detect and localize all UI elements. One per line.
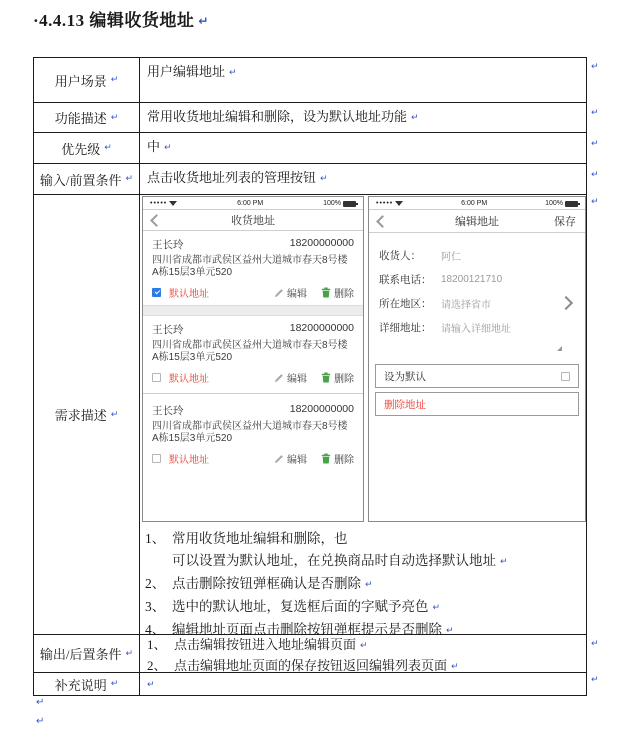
requirement-item <box>145 596 582 619</box>
item-text-inner: 点击删除按钮弹框确认是否删除 <box>172 576 361 591</box>
signal-indicator <box>376 200 403 207</box>
row-end-mark: ↵ <box>591 108 599 118</box>
page-title-text: ·4.4.13 编辑收货地址 <box>33 11 195 30</box>
field-label: 所在地区： <box>379 297 432 310</box>
item-number: 2、 <box>145 576 166 591</box>
row-label-requirement-desc <box>34 195 140 634</box>
recipient-name: 王长玲 <box>152 239 184 251</box>
back-chevron-icon[interactable] <box>150 214 163 227</box>
trash-icon <box>321 453 331 464</box>
item-text-inner: 点击编辑按钮进入地址编辑页面 <box>174 637 357 652</box>
signal-dots: ••••• <box>376 200 394 207</box>
paragraph-mark: ↵ <box>229 68 237 78</box>
requirement-list <box>145 528 582 642</box>
field-placeholder: 请输入详细地址 <box>441 323 511 335</box>
paragraph-mark: ↵ <box>446 626 454 636</box>
item-number: 1、 <box>145 531 166 546</box>
recipient-address: 四川省成都市武侯区益州大道城市春天8号楼A栋15层3单元520 <box>152 255 348 278</box>
requirement-item <box>145 528 582 550</box>
status-time: 6:00 PM <box>237 200 264 207</box>
signal-indicator <box>150 200 177 207</box>
row-label-priority <box>34 133 140 163</box>
recipient-phone: 18200000000 <box>289 403 354 415</box>
item-number: 4、 <box>145 622 166 637</box>
row-end-mark: ↵ <box>591 197 599 207</box>
requirements-table <box>33 57 587 696</box>
table-row <box>34 635 586 673</box>
table-row <box>34 164 586 195</box>
detail-address-field[interactable] <box>379 315 575 339</box>
row-end-mark: ↵ <box>591 675 599 685</box>
pencil-icon <box>274 373 284 383</box>
card-actions <box>152 451 354 466</box>
screen-title: 编辑地址 <box>455 216 499 228</box>
edit-address-screenshot <box>368 196 586 522</box>
row-content-supplementary <box>140 673 586 695</box>
edit-button[interactable] <box>274 370 307 385</box>
delete-button[interactable] <box>321 370 354 385</box>
paragraph-mark: ↵ <box>198 14 209 28</box>
paragraph-mark: ↵ <box>110 679 119 689</box>
item-text-inner: 点击编辑地址页面的保存按钮返回编辑列表页面 <box>174 658 448 673</box>
battery-percent: 100% <box>545 200 563 207</box>
pencil-icon <box>274 288 284 298</box>
card-separator <box>143 305 363 316</box>
signal-dots: ••••• <box>150 200 168 207</box>
battery-percent: 100% <box>323 200 341 207</box>
edit-label: 编辑 <box>287 374 307 385</box>
field-value: 阿仁 <box>441 251 461 263</box>
requirement-item-continued <box>145 550 582 573</box>
card-separator <box>143 390 363 397</box>
card-head <box>152 322 354 337</box>
output-item <box>147 635 579 656</box>
pencil-icon <box>274 454 284 464</box>
row-end-mark: ↵ <box>591 62 599 72</box>
paragraph-mark: ↵ <box>500 557 508 567</box>
label-text: 输入/前置条件 <box>39 172 122 188</box>
paragraph-mark: ↵ <box>110 112 119 123</box>
item-text-inner: 选中的默认地址，复选框后面的字赋予亮色 <box>172 599 429 614</box>
edit-button[interactable] <box>274 285 307 300</box>
page-title <box>33 6 209 31</box>
recipient-address: 四川省成都市武侯区益州大道城市春天8号楼A栋15层3单元520 <box>152 340 348 363</box>
address-list-screenshot <box>142 196 364 522</box>
paragraph-mark: ↵ <box>365 580 373 590</box>
delete-button[interactable] <box>321 285 354 300</box>
content-text: 点击收货地址列表的管理按钮 <box>147 170 317 185</box>
delete-label: 删除 <box>334 455 354 466</box>
recipient-field[interactable] <box>379 243 575 267</box>
row-content-function-desc <box>140 103 586 132</box>
label-text: 输出/后置条件 <box>39 647 122 662</box>
item-text-inner: 编辑地址页面点击删除按钮弹框提示是否删除 <box>172 622 442 637</box>
edit-label: 编辑 <box>287 289 307 300</box>
label-text: 需求描述 <box>54 408 107 423</box>
item-text <box>174 635 368 656</box>
address-card <box>143 397 363 471</box>
delete-address-button[interactable] <box>375 392 579 416</box>
set-default-checkbox[interactable] <box>561 372 570 381</box>
address-card <box>143 231 363 305</box>
status-time: 6:00 PM <box>461 200 488 207</box>
row-end-mark: ↵ <box>591 170 599 180</box>
row-label-user-scene <box>34 58 140 102</box>
status-bar <box>143 197 363 210</box>
field-placeholder: 请选择省市 <box>441 299 491 311</box>
card-head <box>152 237 354 252</box>
textarea-resize-icon <box>557 346 562 351</box>
delete-address-label: 删除地址 <box>384 398 426 411</box>
paragraph-mark: ↵ <box>125 648 134 659</box>
phone-field[interactable] <box>379 267 575 291</box>
recipient-phone: 18200000000 <box>289 237 354 249</box>
row-label-function-desc <box>34 103 140 132</box>
nav-bar <box>369 210 585 233</box>
delete-button[interactable] <box>321 451 354 466</box>
row-content-requirement-desc <box>140 195 586 637</box>
paragraph-mark: ↵ <box>104 143 112 153</box>
row-end-mark: ↵ <box>591 639 599 649</box>
content-text: 用户编辑地址 <box>147 64 226 79</box>
item-text <box>172 596 440 619</box>
paragraph-mark: ↵ <box>36 697 45 708</box>
recipient-phone: 18200000000 <box>289 322 354 334</box>
item-number: 2、 <box>147 658 167 673</box>
table-row <box>34 133 586 164</box>
recipient-name: 王长玲 <box>152 324 184 336</box>
field-value: 18200121710 <box>441 273 503 285</box>
battery-icon <box>565 201 578 207</box>
default-address-label: 默认地址 <box>169 374 209 385</box>
battery-indicator <box>545 200 578 207</box>
paragraph-mark: ↵ <box>110 409 119 420</box>
table-row <box>34 103 586 133</box>
chevron-right-icon <box>559 296 573 310</box>
default-checkbox[interactable] <box>152 373 161 382</box>
status-bar <box>369 197 585 210</box>
row-content-output-postcondition <box>140 635 586 672</box>
label-text: 补充说明 <box>54 677 107 693</box>
set-default-label: 设为默认 <box>384 370 426 383</box>
item-text <box>172 573 373 596</box>
default-address-label: 默认地址 <box>169 289 209 300</box>
paragraph-mark: ↵ <box>451 662 459 672</box>
edit-button[interactable] <box>274 451 307 466</box>
row-end-mark: ↵ <box>591 139 599 149</box>
delete-label: 删除 <box>334 289 354 300</box>
paragraph-mark: ↵ <box>360 641 368 651</box>
row-label-supplementary <box>34 673 140 695</box>
paragraph-mark: ↵ <box>432 603 441 613</box>
row-label-input-precondition <box>34 164 140 194</box>
item-text: 可以设置为默认地址，在兑换商品时自动选择默认地址 <box>172 553 496 568</box>
set-default-row[interactable] <box>375 364 579 388</box>
content-text: 常用收货地址编辑和删除，设为默认地址功能 <box>147 109 408 124</box>
row-content-priority <box>140 133 586 163</box>
trash-icon <box>321 287 331 298</box>
field-label: 联系电话： <box>379 273 432 286</box>
table-row <box>34 195 586 635</box>
edit-label: 编辑 <box>287 455 307 466</box>
edit-address-form <box>369 233 585 339</box>
item-number: 1、 <box>147 637 167 652</box>
item-text: 常用收货地址编辑和删除，也 <box>172 531 348 546</box>
item-number: 3、 <box>145 599 166 614</box>
row-content-user-scene <box>140 58 586 102</box>
paragraph-mark: ↵ <box>411 113 419 123</box>
label-text: 用户场景 <box>54 73 107 89</box>
paragraph-mark: ↵ <box>36 716 45 727</box>
requirement-item <box>145 573 582 596</box>
default-address-label: 默认地址 <box>169 455 209 466</box>
default-checkbox[interactable] <box>152 454 161 463</box>
table-row <box>34 673 586 695</box>
card-actions <box>152 285 354 300</box>
paragraph-mark: ↵ <box>110 75 119 85</box>
wifi-icon <box>395 201 403 206</box>
field-label: 收货人： <box>379 249 421 262</box>
wifi-icon <box>169 201 177 206</box>
save-button[interactable]: 保存 <box>554 216 576 228</box>
paragraph-mark: ↵ <box>147 680 155 690</box>
row-content-input-precondition <box>140 164 586 194</box>
field-label: 详细地址： <box>379 321 432 334</box>
row-label-output-postcondition <box>34 635 140 672</box>
battery-icon <box>343 201 356 207</box>
card-actions <box>152 370 354 385</box>
nav-bar <box>143 210 363 231</box>
battery-indicator <box>323 200 356 207</box>
paragraph-mark: ↵ <box>320 174 328 184</box>
screen-title: 收货地址 <box>231 215 275 227</box>
label-text: 功能描述 <box>54 111 107 126</box>
recipient-name: 王长玲 <box>152 405 184 417</box>
back-chevron-icon[interactable] <box>376 215 389 228</box>
default-checkbox[interactable] <box>152 288 161 297</box>
address-card <box>143 316 363 390</box>
label-text: 优先级 <box>61 141 101 157</box>
paragraph-mark: ↵ <box>164 143 172 153</box>
recipient-address: 四川省成都市武侯区益州大道城市春天8号楼A栋15层3单元520 <box>152 421 348 444</box>
content-text: 中 <box>147 139 161 154</box>
delete-label: 删除 <box>334 374 354 385</box>
region-field[interactable] <box>379 291 575 315</box>
card-head <box>152 403 354 418</box>
table-row <box>34 58 586 103</box>
trash-icon <box>321 372 331 383</box>
paragraph-mark: ↵ <box>125 174 134 184</box>
